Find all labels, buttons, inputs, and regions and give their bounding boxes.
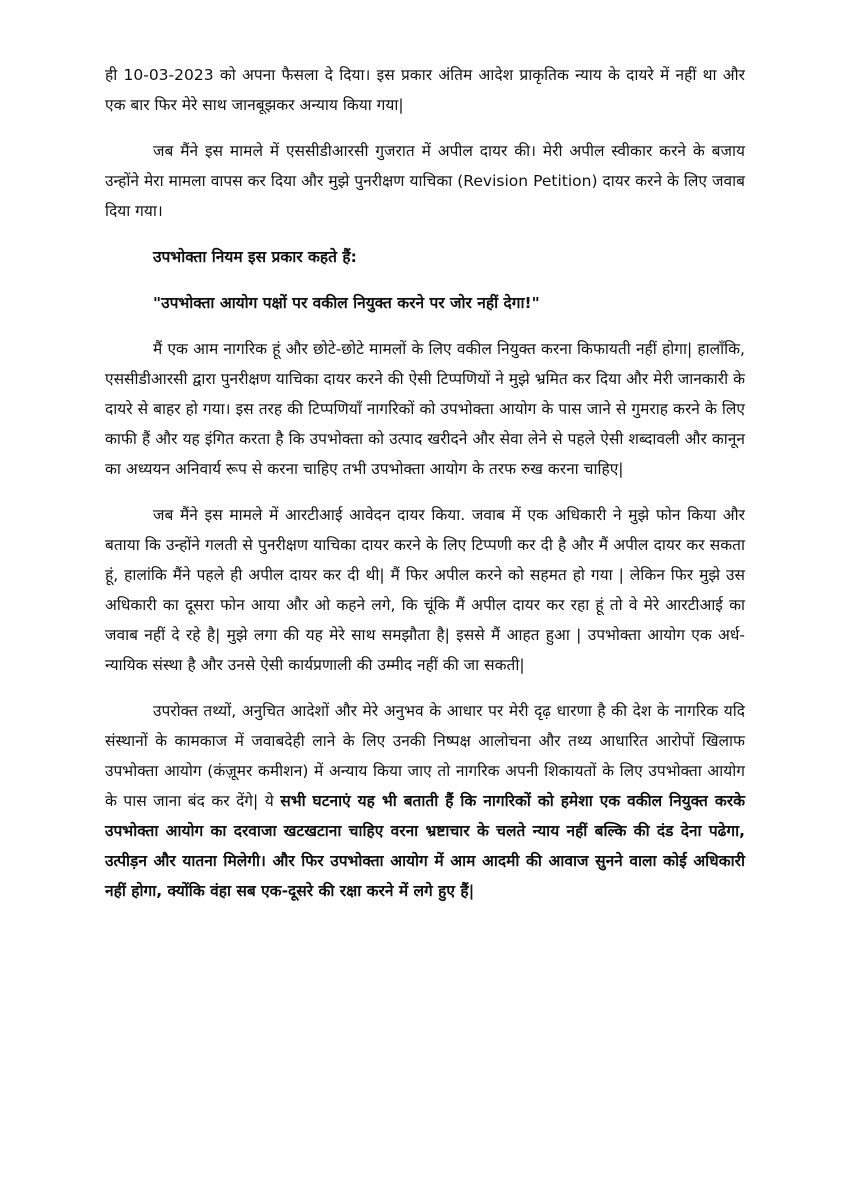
conclusion-normal-text: उपरोक्त तथ्यों, अनुचित आदेशों और मेरे अनुभव के आधार पर मेरी दृढ़ धारणा है की देश के नागरिक यदि संस्थानों के कामकाज में जवाबदेही लाने के लिए उनकी निष्पक्ष आलोचना और तथ्य आधारित आरोपों खिलाफ उपभोक्ता आयोग (कंज़ूमर कमीशन) में अन्याय किया जाए तो नागरिक अपनी शिकायतों के लिए उपभोक्ता आयोग के पास जाना बंद कर देंगे| ये — [105, 702, 745, 810]
paragraph-scdrc-appeal: जब मैंने इस मामले में एससीडीआरसी गुजरात में अपील दायर की। मेरी अपील स्वीकार करने के बजाय उन्होंने मेरा मामला वापस कर दिया और मुझे पुनरीक्षण याचिका (Revision Petition) दायर करने के लिए जवाब दिया गया। — [105, 142, 745, 220]
conclusion-bold-text: सभी घटनाएं यह भी बताती हैं कि नागरिकों को हमेशा एक वकील नियुक्त करके उपभोक्ता आयोग का दरवाजा खटखटाना चाहिए वरना भ्रष्टाचार के चलते न्याय नहीं बल्कि की दंड देना पढेगा, उत्पीड़न और यातना मिलेगी। और फिर उपभोक्ता आयोग में आम आदमी की आवाज सुनने वाला कोई अधिकारी नहीं होगा, क्योंकि वंहा सब एक-दूसरे की रक्षा करने में लगे हुए हैं| — [105, 792, 745, 900]
paragraph-decision-date: ही 10-03-2023 को अपना फैसला दे दिया। इस प्रकार अंतिम आदेश प्राकृतिक न्याय के दायरे में नहीं था और एक बार फिर मेरे साथ जानबूझकर अन्याय किया गया| — [105, 66, 745, 114]
paragraph-rti-application: जब मैंने इस मामले में आरटीआई आवेदन दायर किया. जवाब में एक अधिकारी ने मुझे फोन किया और बताया कि उन्होंने गलती से पुनरीक्षण याचिका दायर करने के लिए टिप्पणी कर दी है और मैं अपील दायर कर सकता हूं, हालांकि मैंने पहले ही अपील दायर कर दी थी| मैं फिर अपील करने को सहमत हो गया | लेकिन फिर मुझे उस अधिकारी का दूसरा फोन आया और ओ कहने लगे, कि चूंकि मैं अपील दायर कर रहा हूं तो वे मेरे आरटीआई का जवाब नहीं दे रहे है| मुझे लगा की यह मेरे साथ समझौता है| इससे मैं आहत हुआ | उपभोक्ता आयोग एक अर्ध-न्यायिक संस्था है और उनसे ऐसी कार्यप्रणाली की उम्मीद नहीं की जा सकती| — [105, 506, 745, 674]
heading-consumer-rules: उपभोक्ता नियम इस प्रकार कहते हैं: — [153, 248, 357, 266]
document-body — [105, 60, 745, 922]
heading-lawyer-rule-quote: "उपभोक्ता आयोग पक्षों पर वकील नियुक्त करने पर जोर नहीं देगा!" — [153, 294, 540, 312]
paragraph-conclusion — [105, 696, 745, 906]
paragraph-common-citizen: मैं एक आम नागरिक हूं और छोटे-छोटे मामलों के लिए वकील नियुक्त करना किफायती नहीं होगा| हालाँकि, एससीडीआरसी द्वारा पुनरीक्षण याचिका दायर करने की ऐसी टिप्पणियों ने मुझे भ्रमित कर दिया और मेरी जानकारी के दायरे से बाहर हो गया। इस तरह की टिप्पणियाँ नागरिकों को उपभोक्ता आयोग के पास जाने से गुमराह करने के लिए काफी हैं और यह इंगित करता है कि उपभोक्ता को उत्पाद खरीदने और सेवा लेने से पहले ऐसी शब्दावली और कानून का अध्ययन अनिवार्य रूप से करना चाहिए तभी उपभोक्ता आयोग के तरफ रुख करना चाहिए| — [105, 340, 745, 478]
